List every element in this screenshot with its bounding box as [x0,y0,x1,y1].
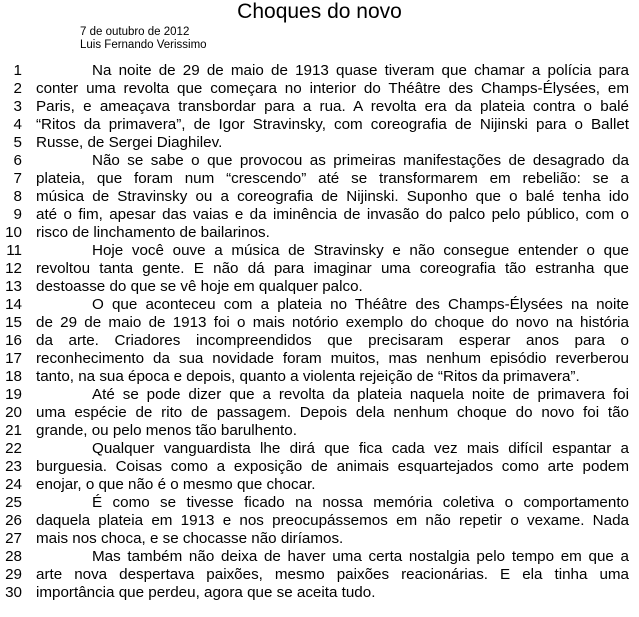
line-text: plateia, que foram num “crescendo” até se transformarem em rebelião: se a [36,170,629,187]
line-number: 25 [5,494,22,511]
line-number: 7 [13,170,22,187]
line-text: até o fim, apesar das vaias e da iminência de invasão do palco pelo público, com o [36,206,629,223]
line-text: É como se tivesse ficado na nossa memória coletiva o comportamento [92,494,629,511]
text-line [0,170,639,188]
text-line [0,512,639,530]
line-text: O que aconteceu com a plateia no Théâtre des Champs-Élysées na noite [92,296,629,313]
line-text: música de Stravinsky ou a coreografia de Nijinski. Suponho que o balé tenha ido [36,188,629,205]
line-number: 5 [13,134,22,151]
line-text: burguesia. Coisas como a exposição de animais esquartejados como arte podem [36,458,629,475]
line-text: destoasse do que se vê hoje em qualquer palco. [36,278,363,295]
line-number: 3 [13,98,22,115]
text-line [0,260,639,278]
text-line [0,206,639,224]
line-text: de 29 de maio de 1913 foi o mais notório exemplo do choque do novo na história [36,314,629,331]
line-text: “Ritos da primavera”, de Igor Stravinsky, com coreografia de Nijinski para o Ballet [36,116,629,133]
line-number: 28 [5,548,22,565]
text-line [0,548,639,566]
line-number: 11 [6,242,22,259]
text-line [0,278,639,296]
line-number: 10 [5,224,22,241]
text-line [0,584,639,602]
line-text: enojar, o que não é o mesmo que chocar. [36,476,316,493]
line-text: Hoje você ouve a música de Stravinsky e não consegue entender o que [92,242,629,259]
text-line [0,62,639,80]
text-line [0,152,639,170]
line-text: arte nova despertava paixões, mesmo paixões reacionárias. E ela tinha uma [36,566,629,583]
line-text: revoltou tanta gente. E não dá para imaginar uma coreografia tão estranha que [36,260,629,277]
line-number: 27 [5,530,22,547]
line-text: importância que perdeu, agora que se aceita tudo. [36,584,376,601]
line-text: daquela plateia em 1913 e nos preocupássemos em não repetir o vexame. Nada [36,512,629,529]
line-number: 9 [13,206,22,223]
line-text: conter uma revolta que começara no interior do Théâtre des Champs-Élysées, em [36,80,629,97]
line-text: uma espécie de rito de passagem. Depois dela nenhum choque do novo foi tão [36,404,629,421]
text-line [0,188,639,206]
line-text: Paris, e ameaçava transbordar para a rua. A revolta era da plateia contra o balé [36,98,629,115]
line-number: 14 [5,296,22,313]
text-line [0,224,639,242]
text-line [0,242,639,260]
article-body [0,62,639,602]
line-number: 1 [13,62,22,79]
article-title: Choques do novo [237,0,402,23]
text-line [0,458,639,476]
line-number: 2 [13,80,22,97]
line-number: 12 [5,260,22,277]
line-text: reconhecimento da sua novidade foram muitos, mas nenhum episódio reverberou [36,350,629,367]
line-text: risco de linchamento de bailarinos. [36,224,270,241]
text-line [0,332,639,350]
line-number: 20 [5,404,22,421]
line-number: 19 [5,386,22,403]
line-number: 21 [5,422,22,439]
text-line [0,404,639,422]
text-line [0,296,639,314]
text-line [0,116,639,134]
text-line [0,386,639,404]
line-number: 4 [13,116,22,133]
line-number: 18 [5,368,22,385]
line-text: mais nos choca, e se chocasse não diríamos. [36,530,344,547]
line-number: 13 [5,278,22,295]
line-text: Mas também não deixa de haver uma certa nostalgia pelo tempo em que a [92,548,629,565]
line-text: Até se pode dizer que a revolta da plateia naquela noite de primavera foi [92,386,629,403]
line-number: 17 [5,350,22,367]
line-text: da arte. Criadores incompreendidos que precisaram esperar anos para o [36,332,629,349]
text-line [0,530,639,548]
article-author: Luis Fernando Verissimo [80,39,207,51]
line-text: Na noite de 29 de maio de 1913 quase tiveram que chamar a polícia para [92,62,629,79]
text-line [0,368,639,386]
text-line [0,476,639,494]
line-number: 16 [5,332,22,349]
text-line [0,494,639,512]
line-number: 23 [5,458,22,475]
text-line [0,98,639,116]
article-date: 7 de outubro de 2012 [80,26,190,38]
line-number: 15 [5,314,22,331]
line-text: Qualquer vanguardista lhe dirá que fica cada vez mais difícil espantar a [92,440,629,457]
line-number: 29 [5,566,22,583]
line-text: Russe, de Sergei Diaghilev. [36,134,223,151]
text-line [0,422,639,440]
text-line [0,566,639,584]
text-line [0,440,639,458]
line-text: Não se sabe o que provocou as primeiras manifestações de desagrado da [92,152,629,169]
line-number: 30 [5,584,22,601]
line-number: 24 [5,476,22,493]
line-number: 8 [13,188,22,205]
line-number: 26 [5,512,22,529]
text-line [0,80,639,98]
text-line [0,134,639,152]
text-line [0,350,639,368]
line-number: 22 [5,440,22,457]
text-line [0,314,639,332]
line-number: 6 [13,152,22,169]
line-text: grande, ou pelo menos tão barulhento. [36,422,297,439]
line-text: tanto, na sua época e depois, quanto a violenta rejeição de “Ritos da primavera”. [36,368,580,385]
